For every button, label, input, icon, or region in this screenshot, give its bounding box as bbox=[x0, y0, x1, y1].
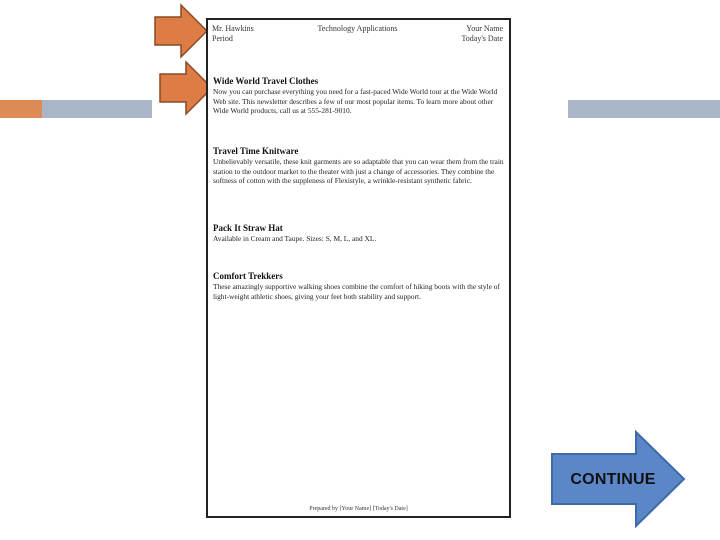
section-wide-world-travel-clothes bbox=[213, 76, 505, 116]
document-footer: Prepared by [Your Name] [Today's Date] bbox=[309, 506, 408, 512]
student-name: Your Name bbox=[466, 24, 503, 33]
teacher-name: Mr. Hawkins bbox=[212, 24, 254, 33]
section-title: Wide World Travel Clothes bbox=[213, 76, 319, 86]
header-center bbox=[212, 24, 503, 34]
section-comfort-trekkers bbox=[213, 271, 505, 301]
accent-bar-right bbox=[568, 100, 720, 118]
section-travel-time-knitware bbox=[213, 146, 505, 186]
period-label: Period bbox=[212, 34, 233, 43]
section-title: Comfort Trekkers bbox=[213, 271, 283, 281]
continue-button[interactable] bbox=[550, 430, 686, 528]
header-right bbox=[461, 24, 503, 44]
continue-label: CONTINUE bbox=[570, 471, 656, 488]
course-title: Technology Applications bbox=[317, 24, 398, 33]
section-title: Travel Time Knitware bbox=[213, 146, 299, 156]
section-body: Now you can purchase everything you need for a fast-paced Wide World tour at the Wide World Web site. This newsletter describes a few of our most popular items. To learn more about other Wide World products, call us at 555-281-9010. bbox=[213, 87, 498, 116]
section-title: Pack It Straw Hat bbox=[213, 223, 283, 233]
section-body: These amazingly supportive walking shoes combine the comfort of hiking boots with the style of light-weight athletic shoes, giving your feet both stability and support. bbox=[213, 282, 500, 301]
section-body: Unbelievably versatile, these knit garments are so adaptable that you can wear them from the train station to the outdoor market to the theater with just a change of accessories. They combine the softness of cotton with the suppleness of Flexistyle, a wrinkle-resistant synthetic fabric. bbox=[213, 157, 504, 186]
newsletter-document bbox=[206, 18, 511, 518]
section-body: Available in Cream and Taupe. Sizes: S, M, L, and XL. bbox=[213, 234, 377, 243]
section-pack-it-straw-hat bbox=[213, 223, 505, 244]
right-arrow-icon bbox=[153, 3, 209, 59]
accent-square-left bbox=[0, 100, 42, 118]
date-label: Today's Date bbox=[461, 34, 503, 43]
